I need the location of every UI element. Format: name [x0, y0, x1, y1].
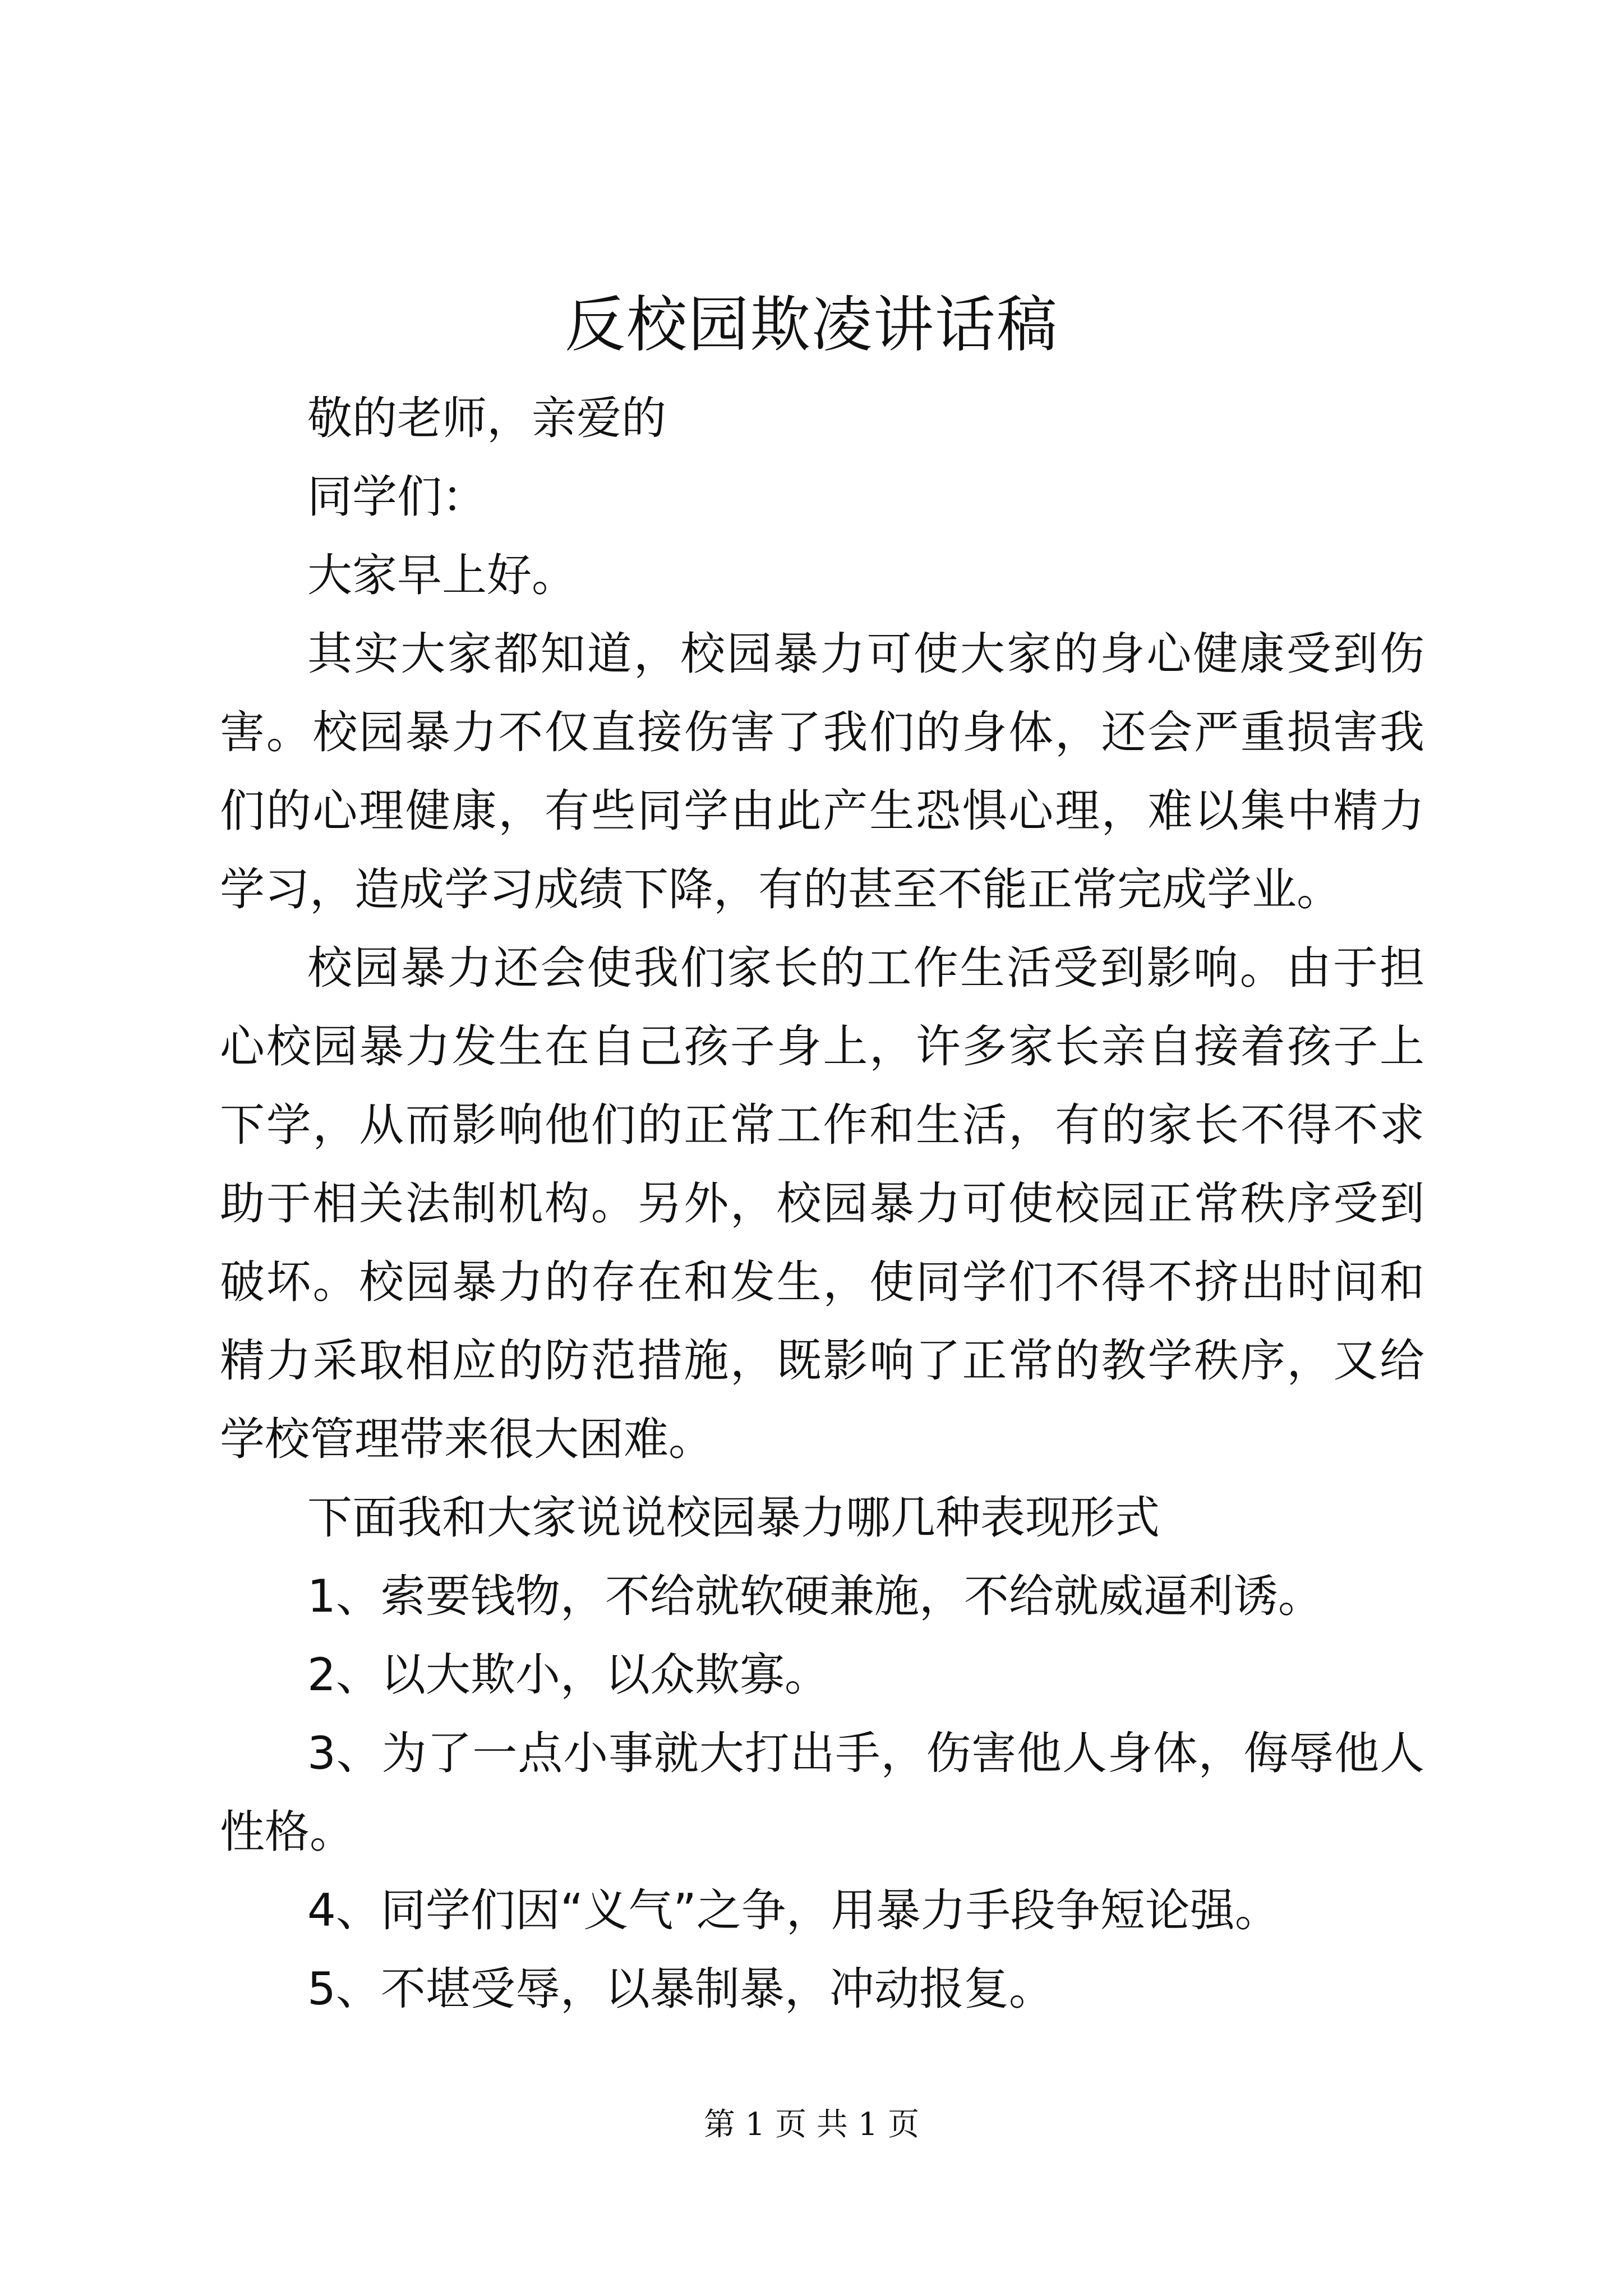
list-item-3: 3、为了一点小事就大打出手，伤害他人身体，侮辱他人性格。: [220, 1727, 1424, 1858]
list-item-4: 4、同学们因“义气”之争，用暴力手段争短论强。: [307, 1884, 1280, 1936]
list-item-5: 5、不堪受辱，以暴制暴，冲动报复。: [307, 1963, 1054, 2015]
paragraph-salutation-1: 敬的老师，亲爱的: [307, 392, 666, 444]
paragraph-forms-intro: 下面我和大家说说校园暴力哪几种表现形式: [307, 1492, 1160, 1544]
paragraph-harm-families-school: 校园暴力还会使我们家长的工作生活受到影响。由于担心校园暴力发生在自己孩子身上，许多家长亲自接着孩子上下学，从而影响他们的正常工作和生活，有的家长不得不求助于相关法制机构。另外，校园暴力可使校园正常秩序受到破坏。校园暴力的存在和发生，使同学们不得不挤出时间和精力采取相应的防范措施，既影响了正常的教学秩序，又给学校管理带来很大困难。: [220, 942, 1424, 1465]
paragraph-harm-health: 其实大家都知道，校园暴力可使大家的身心健康受到伤害。校园暴力不仅直接伤害了我们的身体，还会严重损害我们的心理健康，有些同学由此产生恐惧心理，难以集中精力学习，造成学习成绩下降，有的甚至不能正常完成学业。: [220, 628, 1424, 915]
paragraph-salutation-2: 同学们：: [307, 471, 487, 523]
paragraph-greeting: 大家早上好。: [307, 549, 577, 601]
page-number-footer: 第 1 页 共 1 页: [703, 2106, 920, 2143]
list-item-1: 1、索要钱物，不给就软硬兼施，不给就威逼利诱。: [307, 1570, 1323, 1622]
list-item-2: 2、以大欺小，以众欺寡。: [307, 1649, 829, 1701]
document-body: [220, 379, 1424, 2028]
document-title: 反校园欺凌讲话稿: [564, 290, 1058, 360]
